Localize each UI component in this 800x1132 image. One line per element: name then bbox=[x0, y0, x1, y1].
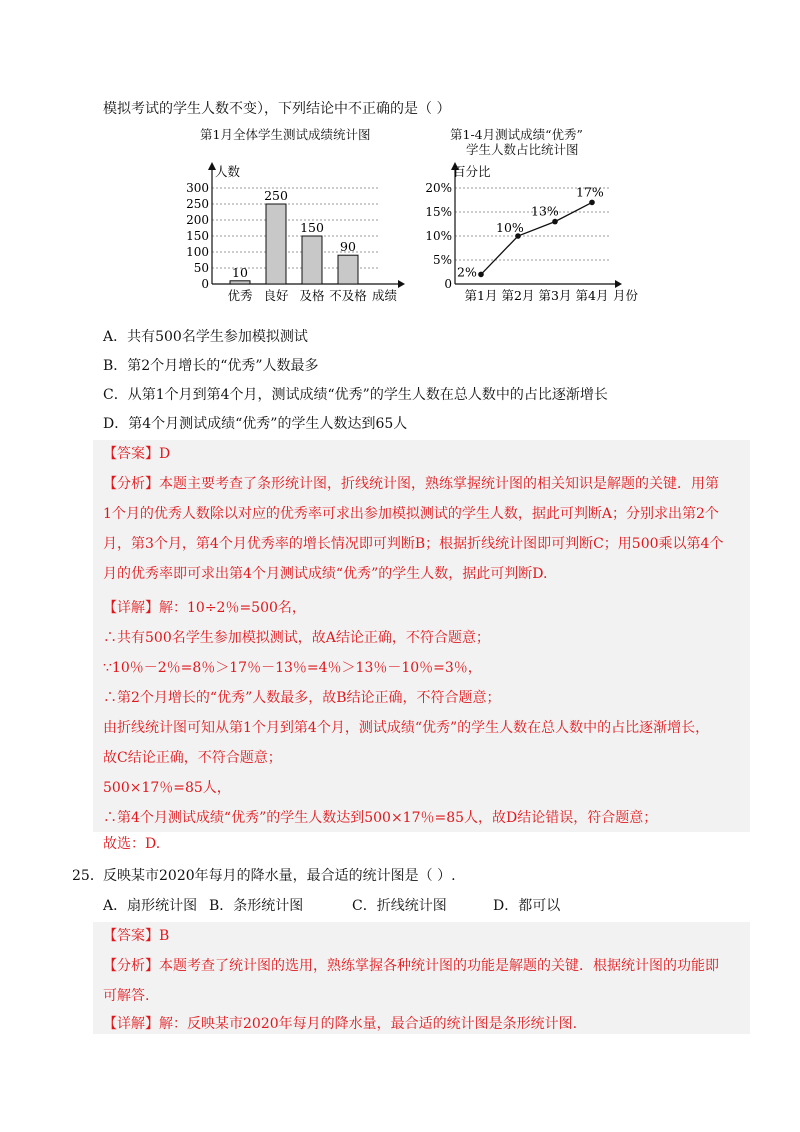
bar-x-axis-title: 成绩 bbox=[372, 288, 398, 303]
line-point-label: 10% bbox=[496, 220, 524, 235]
line-y-axis-title: 百分比 bbox=[453, 164, 491, 179]
q24-analysis-1: 【分析】本题主要考查了条形统计图，折线统计图，熟练掌握统计图的相关知识是解题的关键．用第 bbox=[103, 476, 719, 492]
q25-detail-1: 【详解】解：反映某市2020年每月的降水量，最合适的统计图是条形统计图. bbox=[103, 1016, 578, 1032]
bar-y-tick-label: 200 bbox=[186, 213, 209, 227]
q24-analysis-4: 月的优秀率即可求出第4个月测试成绩“优秀”的学生人数，据此可判断D. bbox=[103, 566, 548, 582]
q24-detail-6: 故C结论正确，不符合题意； bbox=[103, 750, 282, 766]
bar-x-axis-arrow bbox=[398, 280, 405, 288]
bar-chart-bars bbox=[230, 204, 358, 284]
line-x-axis-title: 月份 bbox=[613, 288, 639, 303]
bar-chart-title: 第1月全体学生测试成绩统计图 bbox=[200, 127, 371, 142]
line-category-label: 第3月 bbox=[538, 288, 572, 303]
bar-value-label: 250 bbox=[264, 188, 288, 203]
line-point-label: 2% bbox=[457, 264, 477, 280]
q24-option-b: B．第2个月增长的“优秀”人数最多 bbox=[103, 358, 319, 374]
q24-detail-5: 由折线统计图可知从第1个月到第4个月，测试成绩“优秀”的学生人数在总人数中的占比逐渐增长， bbox=[103, 720, 710, 736]
line-chart-labels bbox=[425, 164, 638, 303]
line-chart bbox=[425, 158, 650, 310]
line-y-tick-label: 15% bbox=[425, 205, 452, 219]
line-category-label: 第2月 bbox=[501, 288, 535, 303]
q25-option-d: D．都可以 bbox=[493, 898, 561, 914]
bar-category-label: 优秀 bbox=[227, 288, 253, 303]
bar-y-tick-label: 50 bbox=[193, 261, 209, 275]
line-category-label: 第4月 bbox=[575, 288, 609, 303]
line-point-label: 13% bbox=[531, 203, 559, 219]
q24-detail-8: ∴第4个月测试成绩“优秀”的学生人数达到500×17％=85人，故D结论错误，符合题意； bbox=[103, 810, 658, 826]
bar-category-label: 不及格 bbox=[329, 288, 367, 303]
bar-value-label: 10 bbox=[232, 264, 248, 280]
q24-detail-2: ∴共有500名学生参加模拟测试，故A结论正确，不符合题意； bbox=[103, 630, 490, 646]
line-y-tick-label: 5% bbox=[432, 253, 452, 267]
q25-analysis-2: 可解答. bbox=[103, 988, 150, 1004]
q25-analysis-1: 【分析】本题考查了统计图的选用，熟练掌握各种统计图的功能是解题的关键．根据统计图的功能即 bbox=[103, 958, 719, 974]
bar-0 bbox=[230, 281, 250, 284]
line-y-tick-label: 0 bbox=[444, 277, 452, 291]
q25-option-a: A．扇形统计图 bbox=[103, 898, 198, 914]
line-y-tick-label: 10% bbox=[425, 229, 452, 243]
bar-y-axis-title: 人数 bbox=[215, 164, 241, 179]
q25-option-c: C．折线统计图 bbox=[352, 898, 447, 914]
line-point-3 bbox=[589, 200, 595, 206]
q24-option-c: C．从第1个月到第4个月，测试成绩“优秀”的学生人数在总人数中的占比逐渐增长 bbox=[103, 387, 608, 403]
q24-detail-4: ∴第2个月增长的“优秀”人数最多，故B结论正确，不符合题意； bbox=[103, 690, 501, 706]
bar-chart bbox=[180, 158, 420, 310]
q24-detail-9: 故选：D. bbox=[103, 836, 161, 852]
q24-analysis-3: 月，第3个月，第4个月优秀率的增长情况即可判断B；根据折线统计图即可判断C；用500乘以第4个 bbox=[103, 536, 724, 552]
bar-y-tick-label: 300 bbox=[186, 181, 209, 195]
question-intro: 模拟考试的学生人数不变），下列结论中不正确的是（ ） bbox=[103, 101, 451, 117]
line-x-axis-arrow bbox=[615, 280, 622, 288]
q25-option-b: B．条形统计图 bbox=[209, 898, 304, 914]
bar-y-tick-label: 0 bbox=[201, 277, 209, 291]
line-chart-title-1: 第1-4月测试成绩“优秀” bbox=[450, 127, 583, 142]
bar-category-label: 及格 bbox=[299, 288, 325, 303]
q25-answer: 【答案】B bbox=[103, 928, 170, 944]
bar-value-label: 150 bbox=[300, 220, 324, 235]
bar-3 bbox=[338, 255, 358, 284]
bar-value-label: 90 bbox=[340, 239, 356, 255]
line-category-label: 第1月 bbox=[464, 288, 498, 303]
bar-chart-labels bbox=[186, 164, 397, 303]
bar-y-tick-label: 150 bbox=[186, 229, 209, 243]
q24-detail-1: 【详解】解：10÷2％=500名， bbox=[103, 600, 306, 616]
q24-analysis-2: 1个月的优秀人数除以对应的优秀率可求出参加模拟测试的学生人数，据此可判断A；分别求出第2个 bbox=[103, 506, 719, 522]
bar-1 bbox=[266, 204, 286, 284]
q25-number: 25． bbox=[72, 868, 104, 884]
q24-option-d: D．第4个月测试成绩“优秀”的学生人数达到65人 bbox=[103, 416, 408, 432]
line-point-2 bbox=[552, 219, 558, 225]
bar-y-tick-label: 100 bbox=[186, 245, 209, 259]
line-chart-title-2: 学生人数占比统计图 bbox=[466, 142, 579, 157]
line-point-label: 17% bbox=[576, 184, 604, 200]
q25-stem: 反映某市2020年每月的降水量，最合适的统计图是（ ）. bbox=[103, 868, 456, 884]
q24-option-a: A．共有500名学生参加模拟测试 bbox=[103, 329, 308, 345]
line-point-0 bbox=[478, 272, 484, 278]
q24-answer: 【答案】D bbox=[103, 446, 171, 462]
bar-category-label: 良好 bbox=[263, 288, 289, 303]
q24-detail-7: 500×17％=85人， bbox=[103, 780, 231, 796]
bar-y-tick-label: 250 bbox=[186, 197, 209, 211]
q24-detail-3: ∵10％－2％=8％＞17％－13％=4％＞13％－10％=3％， bbox=[103, 660, 482, 676]
bar-2 bbox=[302, 236, 322, 284]
line-y-tick-label: 20% bbox=[425, 181, 452, 195]
